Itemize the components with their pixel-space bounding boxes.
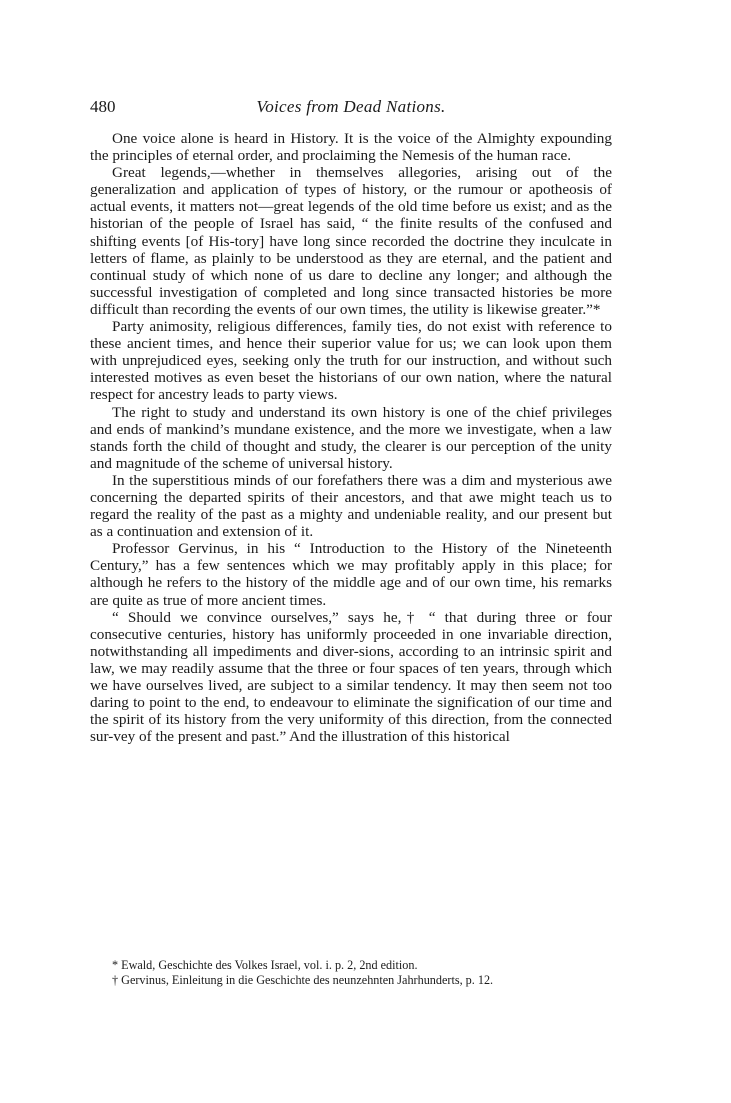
paragraph: Professor Gervinus, in his “ Introduction to the History of the Nineteenth Century,” has a few sentences which we may profitably apply in this place; for although he refers to the history of the middle age and of our own time, his remarks are quite as true of more ancient times. [90,540,612,609]
running-title: Voices from Dead Nations. [256,97,446,116]
paragraph: In the superstitious minds of our forefathers there was a dim and mysterious awe concerning the departed spirits of their ancestors, and that awe might teach us to regard the reality of the past as a mighty and undeniable reality, and our present but as a continuation and extension of it. [90,471,612,541]
paragraph: One voice alone is heard in History. It is the voice of the Almighty expounding the principles of eternal order, and proclaiming the Nemesis of the human race. [90,130,612,165]
paragraph: Great legends,—whether in themselves allegories, arising out of the generalization and application of types of history, or the rumour or apotheosis of actual events, it matters not—great legends of the old time before us exist; and as the historian of the people of Israel has said, “ the finite results of the confused and shifting events [of His-tory] have long since recorded the doctrine they inculcate in letters of flame, as plainly to be understood as they are eternal, and the patient and continual study of which none of us dare to decline any longer; and although the successful investigation of completed and long since transacted histories be more difficult than recording the events of our own times, the utility is likewise greater.”* [90,164,612,318]
footnote: † Gervinus, Einleitung in die Geschichte des neunzehnten Jahrhunderts, p. 12. [112,973,494,987]
page-number: 480 [90,97,116,116]
footnote: * Ewald, Geschichte des Volkes Israel, vol. i. p. 2, 2nd edition. [112,958,418,972]
footnotes [90,958,612,988]
book-page [90,0,612,1103]
body-text [90,130,612,745]
paragraph: The right to study and understand its own history is one of the chief privileges and ends of mankind’s mundane existence, and the more we investigate, when a law stands forth the child of thought and study, the clearer is our perception of the unity and magnitude of the scheme of universal history. [90,403,612,472]
paragraph: “ Should we convince ourselves,” says he,† “ that during three or four consecutive centuries, history has uniformly proceeded in one invariable direction, notwithstanding all impediments and diver-sions, according to an intrinsic spirit and law, we may readily assume that the three or four spaces of ten years, through which we have ourselves lived, are subject to a similar tendency. It may then seem not too daring to point to the end, to endeavour to eliminate the signification of our time and the spirit of its history from the very uniformity of this direction, from the connected sur-vey of the present and past.” And the illustration of this historical [90,608,612,746]
paragraph: Party animosity, religious differences, family ties, do not exist with reference to these ancient times, and hence their superior value for us; we can look upon them with unprejudiced eyes, seeking only the truth for our instruction, and without such interested motives as even beset the historians of our own nation, where the natural respect for ancestry leads to party views. [90,318,612,404]
running-head [90,97,612,119]
